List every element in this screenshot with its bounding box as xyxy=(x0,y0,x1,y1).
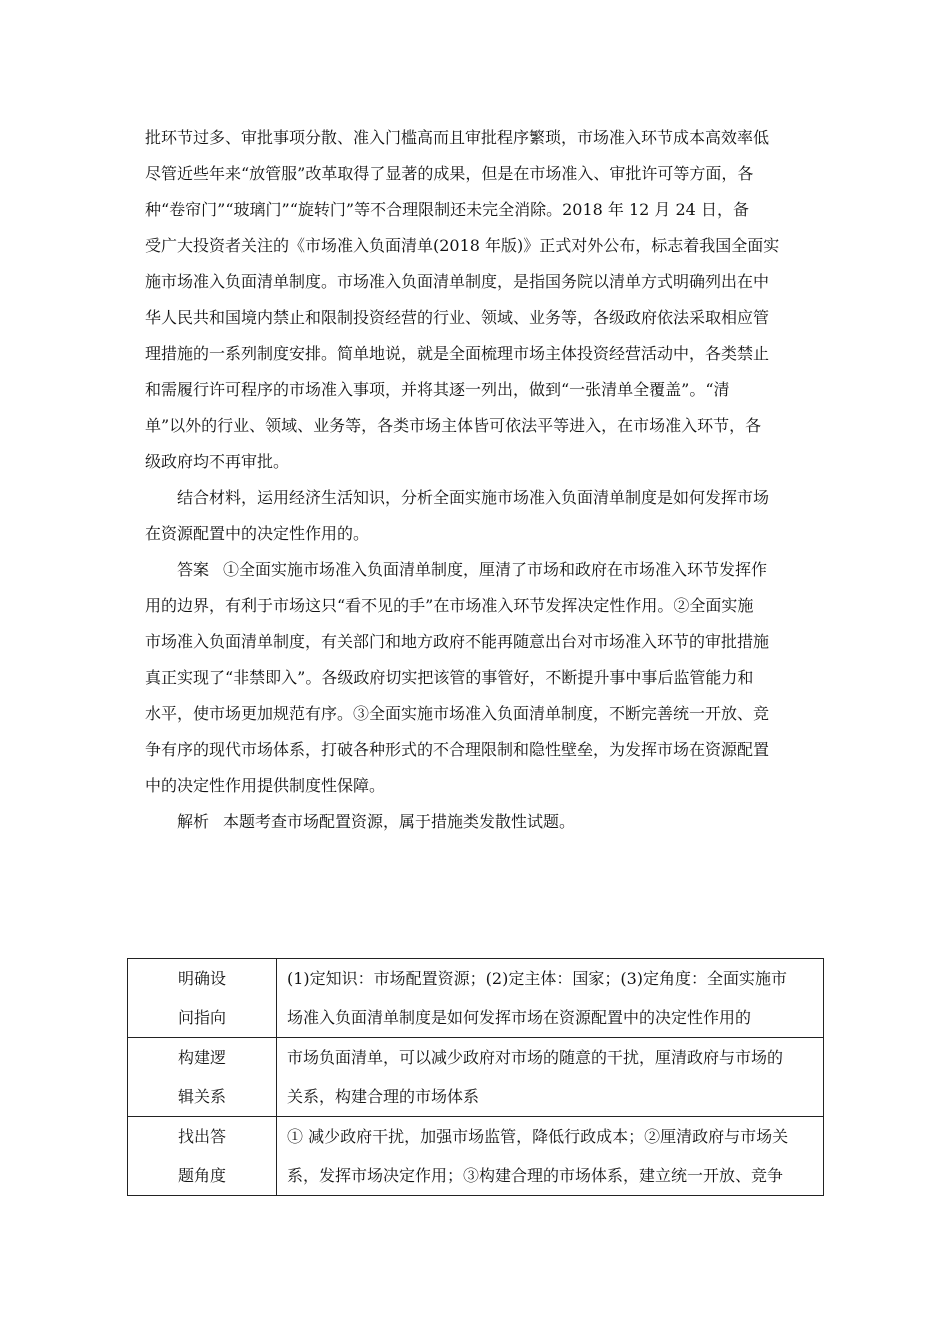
table-row xyxy=(128,1038,824,1117)
table-content-cell xyxy=(277,1038,824,1117)
table-head-cell xyxy=(128,1117,277,1196)
passage-line: 华人民共和国境内禁止和限制投资经营的行业、领域、业务等，各级政府依法采取相应管 xyxy=(145,308,770,327)
passage-line: 种“卷帘门”“玻璃门”“旋转门”等不合理限制还未完全消除。2018 年 12 月 24 日，备 xyxy=(145,200,749,219)
question xyxy=(145,480,807,552)
answer-label: 答案 xyxy=(177,560,210,579)
content-text: 系，发挥市场决定作用；③构建合理的市场体系，建立统一开放、竞争 xyxy=(287,1166,784,1185)
passage-line: 级政府均不再审批。 xyxy=(145,452,290,471)
passage-line: 理措施的一系列制度安排。简单地说，就是全面梳理市场主体投资经营活动中，各类禁止 xyxy=(145,344,770,363)
answer-line: 中的决定性作用提供制度性保障。 xyxy=(145,776,386,795)
analysis-table xyxy=(127,958,824,1196)
content-text: 场准入负面清单制度是如何发挥市场在资源配置中的决定性作用的 xyxy=(287,1008,752,1027)
question-line: 在资源配置中的决定性作用的。 xyxy=(145,524,370,543)
analysis-text: 本题考查市场配置资源，属于措施类发散性试题。 xyxy=(223,812,576,831)
table-content-cell xyxy=(277,959,824,1038)
head-text: 构建逻 xyxy=(177,1048,226,1067)
passage-line: 批环节过多、审批事项分散、准入门槛高而且审批程序繁琐，市场准入环节成本高效率低 xyxy=(145,128,770,147)
answer-line: 真正实现了“非禁即入”。各级政府切实把该管的事管好，不断提升事中事后监管能力和 xyxy=(145,668,754,687)
head-text: 辑关系 xyxy=(177,1087,226,1106)
table-head-cell xyxy=(128,1038,277,1117)
table-row xyxy=(128,959,824,1038)
table-content-cell xyxy=(277,1117,824,1196)
answer-line: 水平，使市场更加规范有序。③全面实施市场准入负面清单制度，不断完善统一开放、竞 xyxy=(145,704,770,723)
head-text: 明确设 xyxy=(177,969,226,988)
passage-line: 尽管近些年来“放管服”改革取得了显著的成果，但是在市场准入、审批许可等方面，各 xyxy=(145,164,754,183)
content-text: 关系，构建合理的市场体系 xyxy=(287,1087,480,1106)
passage-line: 单”以外的行业、领域、业务等，各类市场主体皆可依法平等进入，在市场准入环节，各 xyxy=(145,416,762,435)
question-line: 结合材料，运用经济生活知识，分析全面实施市场准入负面清单制度是如何发挥市场 xyxy=(177,488,770,507)
answer-line: 用的边界，有利于市场这只“看不见的手”在市场准入环节发挥决定性作用。②全面实施 xyxy=(145,596,754,615)
head-text: 问指向 xyxy=(177,1008,226,1027)
analysis-line xyxy=(145,804,807,840)
analysis-table-wrap xyxy=(127,958,824,1196)
answer xyxy=(145,552,807,804)
head-text: 找出答 xyxy=(177,1127,226,1146)
table-head-cell xyxy=(128,959,277,1038)
passage-line: 受广大投资者关注的《市场准入负面清单(2018 年版)》正式对外公布，标志着我国全面实 xyxy=(145,236,780,255)
content-text: (1)定知识：市场配置资源；(2)定主体：国家；(3)定角度：全面实施市 xyxy=(287,969,787,988)
answer-text: ①全面实施市场准入负面清单制度，厘清了市场和政府在市场准入环节发挥作 xyxy=(223,560,768,579)
analysis-label: 解析 xyxy=(177,812,210,831)
answer-first-line xyxy=(145,552,807,588)
material-passage xyxy=(145,120,807,480)
content-text: ① 减少政府干扰，加强市场监管，降低行政成本；②厘清政府与市场关 xyxy=(287,1127,789,1146)
table-row xyxy=(128,1117,824,1196)
passage-line: 施市场准入负面清单制度。市场准入负面清单制度，是指国务院以清单方式明确列出在中 xyxy=(145,272,770,291)
content-text: 市场负面清单，可以减少政府对市场的随意的干扰，厘清政府与市场的 xyxy=(287,1048,784,1067)
answer-line: 争有序的现代市场体系，打破各种形式的不合理限制和隐性壁垒，为发挥市场在资源配置 xyxy=(145,740,770,759)
answer-line: 市场准入负面清单制度，有关部门和地方政府不能再随意出台对市场准入环节的审批措施 xyxy=(145,632,770,651)
body-text xyxy=(145,120,807,840)
head-text: 题角度 xyxy=(177,1166,226,1185)
passage-line: 和需履行许可程序的市场准入事项，并将其逐一列出，做到“一张清单全覆盖”。“清 xyxy=(145,380,730,399)
analysis xyxy=(145,804,807,840)
